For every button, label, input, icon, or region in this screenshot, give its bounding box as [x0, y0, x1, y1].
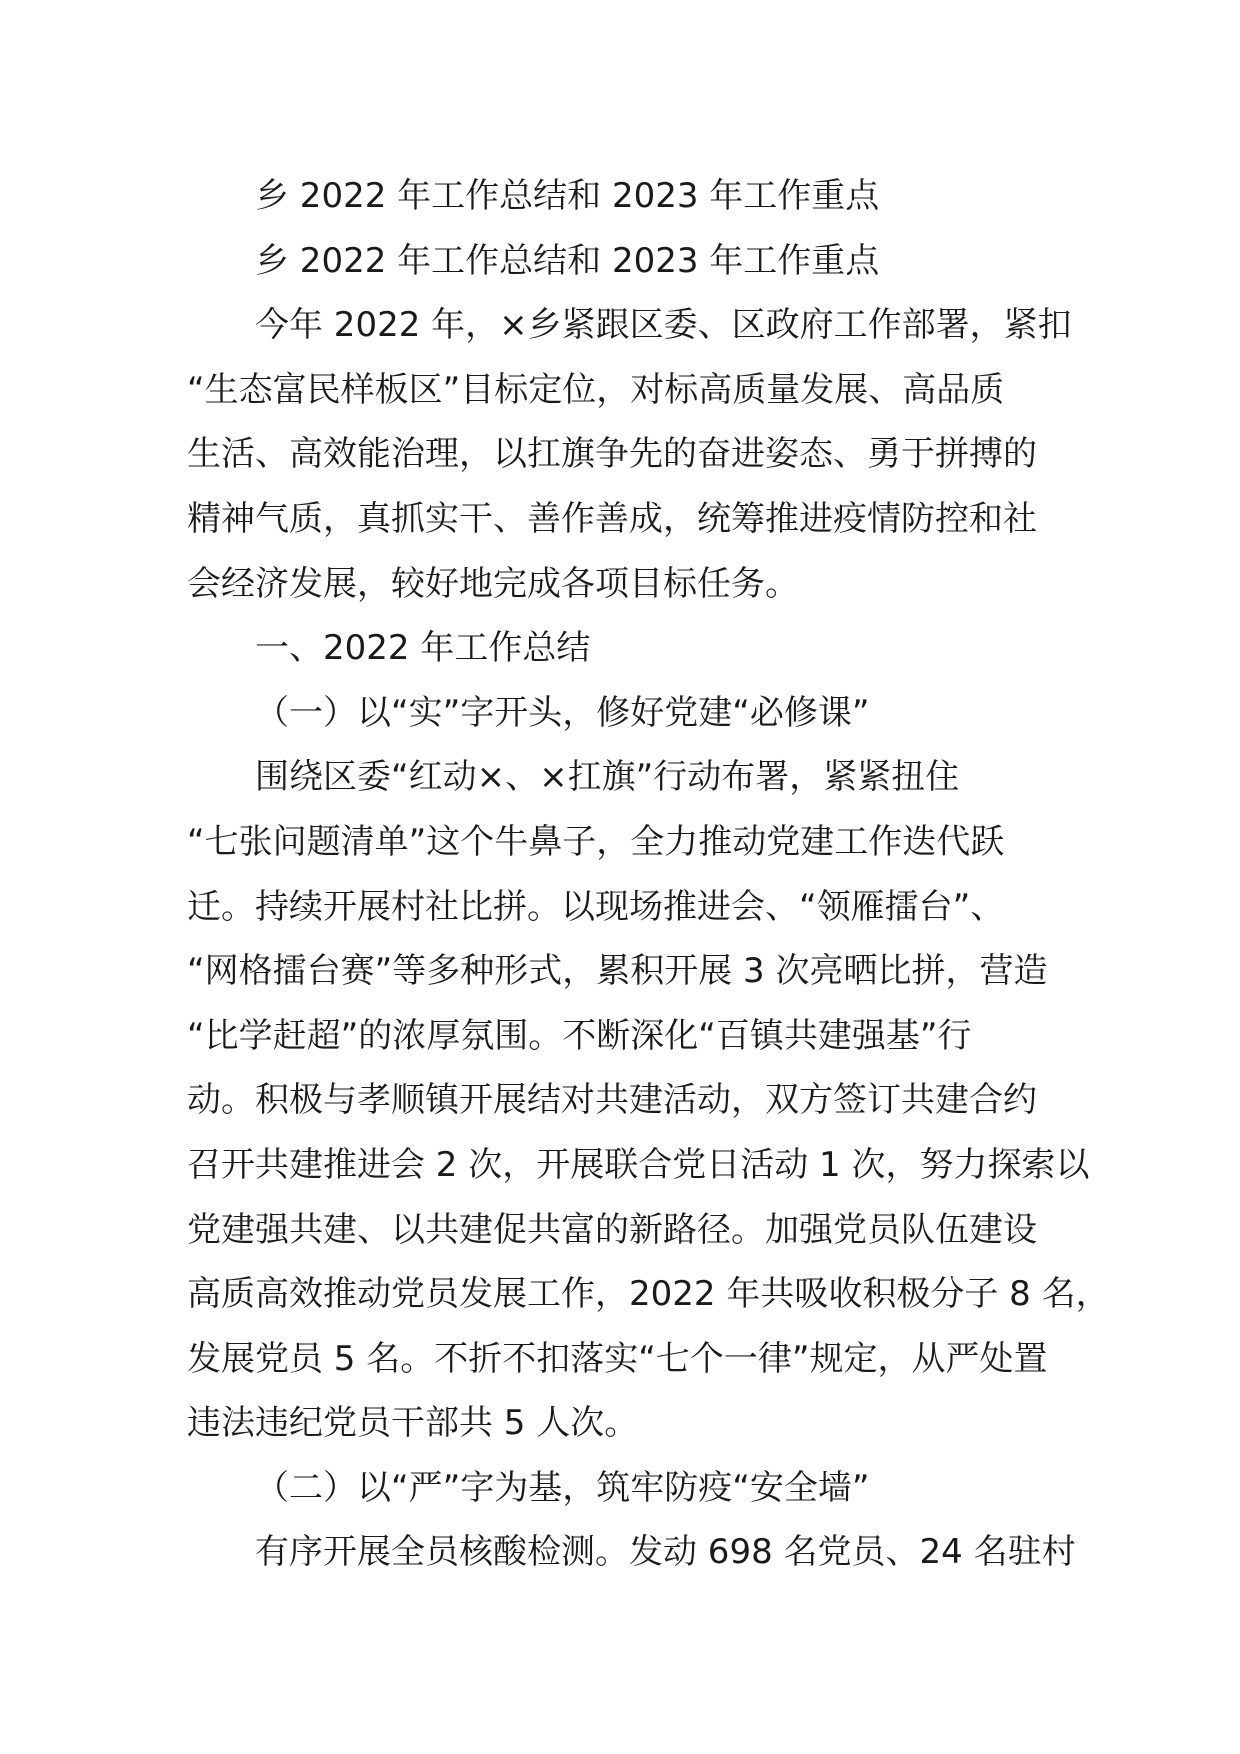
paragraph-line: 发展党员 5 名。不折不扣落实“七个一律”规定，从严处置: [187, 1338, 1048, 1379]
subsection-heading: （一）以“实”字开头，修好党建“必修课”: [255, 692, 870, 733]
section-heading: 一、2022 年工作总结: [255, 628, 591, 669]
subsection-heading: （二）以“严”字为基，筑牢防疫“安全墙”: [255, 1467, 870, 1508]
paragraph-line: “七张问题清单”这个牛鼻子，全力推动党建工作迭代跃: [187, 821, 1005, 862]
paragraph-line: “网格擂台赛”等多种形式，累积开展 3 次亮晒比拼，营造: [187, 951, 1048, 992]
paragraph-line: 精神气质，真抓实干、善作善成，统筹推进疫情防控和社: [187, 498, 1037, 539]
document-subtitle-line: 乡 2022 年工作总结和 2023 年工作重点: [255, 240, 880, 281]
paragraph-line: 会经济发展，较好地完成各项目标任务。: [187, 563, 799, 604]
paragraph-line: 动。积极与孝顺镇开展结对共建活动，双方签订共建合约: [187, 1080, 1037, 1121]
document-title-line: 乡 2022 年工作总结和 2023 年工作重点: [255, 176, 880, 216]
paragraph-line: 党建强共建、以共建促共富的新路径。加强党员队伍建设: [187, 1209, 1037, 1250]
paragraph-line: 迁。持续开展村社比拼。以现场推进会、“领雁擂台”、: [187, 886, 1005, 927]
paragraph-line: 今年 2022 年，×乡紧跟区委、区政府工作部署，紧扣: [255, 305, 1072, 346]
document-body: [187, 164, 1110, 1585]
paragraph-line: 有序开展全员核酸检测。发动 698 名党员、24 名驻村: [255, 1532, 1076, 1573]
paragraph-line: “比学赶超”的浓厚氛围。不断深化“百镇共建强基”行: [187, 1015, 972, 1056]
paragraph-line: 违法违纪党员干部共 5 人次。: [187, 1403, 639, 1444]
paragraph-line: 高质高效推动党员发展工作，2022 年共吸收积极分子 8 名，: [187, 1274, 1110, 1315]
paragraph-line: 生活、高效能治理，以扛旗争先的奋进姿态、勇于拼搏的: [187, 434, 1037, 475]
paragraph-line: “生态富民样板区”目标定位，对标高质量发展、高品质: [187, 369, 1005, 410]
paragraph-line: 围绕区委“红动×、×扛旗”行动布署，紧紧扭住: [255, 757, 960, 798]
paragraph-line: 召开共建推进会 2 次，开展联合党日活动 1 次，努力探索以: [187, 1144, 1090, 1185]
